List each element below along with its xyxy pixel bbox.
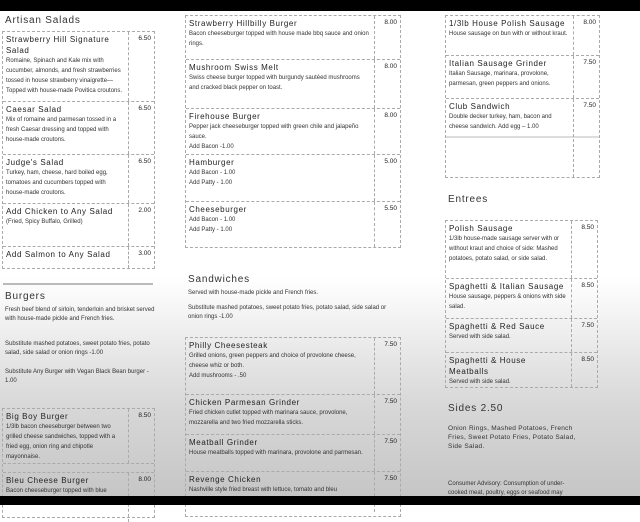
menu-item	[446, 279, 597, 319]
item-price: 8.00	[374, 60, 400, 108]
item-name: Italian Sausage Grinder	[449, 59, 547, 68]
menu-item	[186, 435, 400, 472]
sandwiches-title: Sandwiches	[188, 274, 250, 285]
entrees-table	[445, 220, 598, 388]
menu-item	[3, 204, 154, 247]
item-name: Strawberry Hill Signature Salad	[6, 35, 110, 55]
burgers-substitute: Substitute mashed potatoes, sweet potato fries, potato salad, side salad or onion rings -1.00	[5, 341, 150, 356]
salads-table	[2, 31, 155, 269]
item-desc: Mix of romaine and parmesan tossed in a fresh Caesar dressing and topped with house-made croutons.	[6, 117, 117, 143]
item-desc: House meatballs topped with marinara, provolone and parmesan.	[189, 450, 363, 456]
item-desc: Served with side salad.	[449, 379, 511, 385]
sandwiches-table-2	[445, 15, 600, 178]
sandwiches-table	[185, 337, 401, 517]
item-name: Add Chicken to Any Salad	[6, 207, 113, 216]
menu-item	[446, 353, 597, 387]
burgers-table-2	[185, 15, 401, 248]
menu-item	[3, 32, 154, 102]
item-name: Meatball Grinder	[189, 438, 258, 447]
item-price: 8.50	[571, 279, 597, 318]
item-extra: Add Bacon -1.00	[189, 144, 234, 150]
menu-item	[186, 60, 400, 109]
item-extra: Add Patty - 1.00	[189, 227, 233, 233]
item-desc: Grilled onions, green peppers and choice of provolone cheese, cheese whiz or both.	[189, 353, 356, 369]
item-desc: (Fried, Spicy Buffalo, Grilled)	[6, 219, 83, 225]
item-name: Caesar Salad	[6, 105, 62, 114]
item-desc: Add Bacon - 1.00	[189, 217, 236, 223]
item-desc: 1/3lb house-made sausage server with or without kraut and choice of side: Mashed potatoes, potato salad, or side salad.	[449, 236, 560, 262]
item-name: Revenge Chicken	[189, 475, 262, 484]
item-desc: Served with side salad.	[449, 334, 511, 340]
item-desc: Nashville style fried breast with lettuce, tomato and bleu	[189, 487, 338, 493]
item-name: Judge's Salad	[6, 158, 64, 167]
item-name: Strawberry Hillbilly Burger	[189, 19, 298, 28]
item-desc: Romaine, Spinach and Kale mix with cucumber, almonds, and fresh strawberries tossed in house strawberry vinaigrette—Topped with house-made Povitica croutons.	[6, 58, 123, 94]
item-desc: Swiss cheese burger topped with burgundy sautéed mushrooms and cracked black pepper on toast.	[189, 75, 360, 91]
item-name: Spaghetti & Italian Sausage	[449, 282, 564, 291]
item-name: Philly Cheesesteak	[189, 341, 268, 350]
item-name: Hamburger	[189, 158, 235, 167]
burgers-title: Burgers	[5, 291, 46, 302]
menu-item	[446, 99, 599, 177]
sandwiches-substitute: Substitute mashed potatoes, sweet potato fries, potato salad, side salad or onion rings -1.00	[188, 305, 387, 320]
sandwiches-intro: Served with house-made pickle and French fries.	[188, 290, 319, 296]
item-price: 6.50	[128, 32, 154, 101]
item-price: 7.50	[374, 395, 400, 434]
item-price: 7.50	[573, 56, 599, 98]
item-price: 6.50	[128, 102, 154, 154]
item-desc: Double decker turkey, ham, bacon and cheese sandwich. Add egg – 1.00	[449, 114, 552, 130]
menu-item	[446, 16, 599, 56]
burgers-vegan: Substitute Any Burger with Vegan Black Bean burger - 1.00	[5, 369, 149, 384]
menu-item	[446, 319, 597, 353]
menu-item	[186, 109, 400, 155]
item-name: Chicken Parmesan Grinder	[189, 398, 300, 407]
item-price: 7.50	[571, 319, 597, 352]
bottom-black-bar	[0, 496, 640, 505]
item-name: Firehouse Burger	[189, 112, 261, 121]
sides-desc: Onion Rings, Mashed Potatoes, French Fries, Sweet Potato Fries, Potato Salad, Side Salad.	[448, 425, 576, 450]
salads-title: Artisan Salads	[5, 15, 81, 26]
item-desc: House sausage on bun with or without kraut.	[449, 31, 568, 37]
menu-item	[3, 155, 154, 204]
item-price: 2.00	[128, 204, 154, 246]
menu-item	[3, 102, 154, 155]
item-price: 5.50	[374, 202, 400, 247]
item-name: Club Sandwich	[449, 102, 511, 111]
menu-item	[3, 247, 154, 268]
item-price: 8.50	[128, 409, 154, 463]
item-desc: 1/3lb bacon cheeseburger between two grilled cheese sandwiches, topped with a fried egg, onion ring and chipotle mayonnaise.	[6, 424, 116, 460]
menu-item	[186, 472, 400, 512]
item-extra: Add Patty - 1.00	[189, 180, 233, 186]
item-desc: Add Bacon - 1.00	[189, 170, 236, 176]
menu-item	[446, 221, 597, 279]
item-desc: Fried chicken cutlet topped with marinara sauce, provolone, mozzarella and two fried mozzarella sticks.	[189, 410, 348, 426]
menu-item	[186, 16, 400, 60]
item-price: 7.50	[374, 472, 400, 512]
item-name: Polish Sausage	[449, 224, 513, 233]
top-black-bar	[0, 0, 640, 11]
menu-item	[186, 202, 400, 247]
item-price: 8.00	[374, 16, 400, 59]
item-name: Bleu Cheese Burger	[6, 476, 89, 485]
item-price: 7.50	[573, 99, 599, 177]
item-name: Big Boy Burger	[6, 412, 69, 421]
sides-title: Sides 2.50	[448, 403, 504, 414]
item-extra: Add mushrooms - .50	[189, 373, 247, 379]
item-price: 3.00	[128, 247, 154, 268]
entrees-title: Entrees	[448, 194, 489, 205]
item-price: 8.50	[571, 221, 597, 278]
burgers-intro: Fresh beef blend of sirloin, tenderloin and brisket served with house-made pickle and French fries.	[5, 307, 155, 322]
item-name: Spaghetti & House Meatballs	[449, 356, 526, 376]
item-name: Cheeseburger	[189, 205, 247, 214]
item-name: Add Salmon to Any Salad	[6, 250, 111, 259]
item-desc: Italian Sausage, marinara, provolone, parmesan, green peppers and onions.	[449, 71, 551, 87]
item-desc: Pepper jack cheeseburger topped with green chile and jalapeño sauce.	[189, 124, 359, 140]
item-name: Mushroom Swiss Melt	[189, 63, 279, 72]
item-price: 6.50	[128, 155, 154, 203]
item-desc: Bacon cheeseburger topped with house made bbq sauce and onion rings.	[189, 31, 369, 47]
menu-item	[3, 409, 154, 464]
item-price: 5.00	[374, 155, 400, 201]
item-price: 7.50	[374, 435, 400, 471]
item-name: 1/3lb House Polish Sausage	[449, 19, 566, 28]
item-desc: House sausage, peppers & onions with side salad.	[449, 294, 566, 310]
item-price: 8.50	[571, 353, 597, 387]
item-price: 7.50	[374, 338, 400, 394]
item-price: 8.00	[128, 473, 154, 522]
item-desc: Turkey, ham, cheese, hard boiled egg, tomatoes and cucumbers topped with house-made croutons.	[6, 170, 108, 196]
item-price: 8.00	[573, 16, 599, 55]
menu-item	[186, 155, 400, 202]
menu-item	[186, 395, 400, 435]
divider	[3, 283, 153, 285]
item-desc: Bacon cheeseburger topped with blue	[6, 488, 107, 494]
consumer-advisory: Consumer Advisory: Consumption of under-cooked meat, poultry, eggs or seafood may	[448, 481, 565, 496]
menu-item	[186, 338, 400, 395]
item-name: Spaghetti & Red Sauce	[449, 322, 545, 331]
menu-item	[446, 56, 599, 99]
item-price: 8.00	[374, 109, 400, 154]
